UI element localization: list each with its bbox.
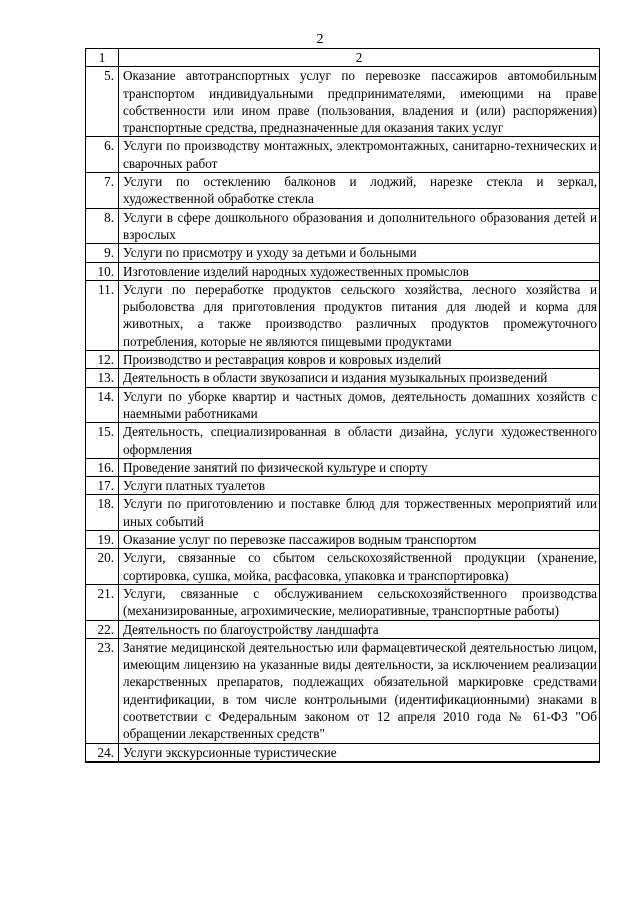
table-row xyxy=(86,531,600,549)
row-number: 16. xyxy=(86,458,119,476)
row-text: Услуги по приготовлению и поставке блюд для торжественных мероприятий или иных событий xyxy=(119,495,600,531)
table-row xyxy=(86,387,600,423)
row-number: 14. xyxy=(86,387,119,423)
row-text xyxy=(119,761,600,762)
table-row xyxy=(86,743,600,761)
row-number: 10. xyxy=(86,262,119,280)
table-row xyxy=(86,244,600,262)
header-col-1: 1 xyxy=(86,49,119,67)
row-number: 13. xyxy=(86,369,119,387)
row-number: 6. xyxy=(86,137,119,173)
page-number: 2 xyxy=(316,32,324,47)
row-number xyxy=(86,761,119,762)
row-text: Деятельность по благоустройству ландшафта xyxy=(119,620,600,638)
row-number: 7. xyxy=(86,173,119,209)
row-text: Занятие медицинской деятельностью или фармацевтической деятельностью лицом, имеющим лицензию на указанные виды деятельности, за исключением реализации лекарственных препаратов, подлежащих обязательной маркировке средствами идентификации, в том числе контрольными (идентификационными) знаками в соответствии с Федеральным законом от 12 апреля 2010 года № 61-ФЗ "Об обращении лекарственных средств" xyxy=(119,638,600,743)
table-row xyxy=(86,638,600,743)
row-text: Услуги, связанные со сбытом сельскохозяйственной продукции (хранение, сортировка, сушка, мойка, расфасовка, упаковка и транспортировка) xyxy=(119,549,600,585)
row-text: Услуги, связанные с обслуживанием сельскохозяйственного производства (механизированные, агрохимические, мелиоративные, транспортные работы) xyxy=(119,584,600,620)
row-text: Производство и реставрация ковров и ковровых изделий xyxy=(119,351,600,369)
row-number: 15. xyxy=(86,423,119,459)
row-text: Услуги по переработке продуктов сельского хозяйства, лесного хозяйства и рыболовства для приготовления продуктов питания для людей и корма для животных, а также производство различных продуктов промежуточного потребления, которые не являются пищевыми продуктами xyxy=(119,280,600,350)
header-col-2: 2 xyxy=(119,49,600,67)
table-row xyxy=(86,549,600,585)
table-row xyxy=(86,458,600,476)
row-text: Деятельность в области звукозаписи и издания музыкальных произведений xyxy=(119,369,600,387)
row-text: Услуги экскурсионные туристические xyxy=(119,743,600,761)
row-number: 20. xyxy=(86,549,119,585)
table-row xyxy=(86,477,600,495)
table-row xyxy=(86,369,600,387)
table-row xyxy=(86,173,600,209)
services-table xyxy=(85,48,600,763)
row-number: 9. xyxy=(86,244,119,262)
row-text: Проведение занятий по физической культуре и спорту xyxy=(119,458,600,476)
table-row xyxy=(86,495,600,531)
row-number: 11. xyxy=(86,280,119,350)
row-number: 17. xyxy=(86,477,119,495)
table-row xyxy=(86,423,600,459)
table-row xyxy=(86,262,600,280)
row-number: 19. xyxy=(86,531,119,549)
row-number: 5. xyxy=(86,67,119,137)
table-row xyxy=(86,67,600,137)
row-text: Оказание автотранспортных услуг по перевозке пассажиров автомобильным транспортом индивидуальными предпринимателями, имеющими на праве собственности или ином праве (пользования, владения и (или) распоряжения) транспортные средства, предназначенные для оказания таких услуг xyxy=(119,67,600,137)
row-number: 18. xyxy=(86,495,119,531)
table-row xyxy=(86,584,600,620)
table-header-row xyxy=(86,49,600,67)
table-row xyxy=(86,280,600,350)
row-number: 8. xyxy=(86,208,119,244)
row-text: Услуги по остеклению балконов и лоджий, нарезке стекла и зеркал, художественной обработке стекла xyxy=(119,173,600,209)
row-number: 22. xyxy=(86,620,119,638)
row-text: Деятельность, специализированная в области дизайна, услуги художественного оформления xyxy=(119,423,600,459)
table-row xyxy=(86,761,600,762)
row-number: 24. xyxy=(86,743,119,761)
row-number: 12. xyxy=(86,351,119,369)
row-number: 21. xyxy=(86,584,119,620)
row-text: Услуги по производству монтажных, электромонтажных, санитарно-технических и сварочных работ xyxy=(119,137,600,173)
row-text: Услуги по уборке квартир и частных домов, деятельность домашних хозяйств с наемными работниками xyxy=(119,387,600,423)
row-text: Услуги по присмотру и уходу за детьми и больными xyxy=(119,244,600,262)
table-row xyxy=(86,137,600,173)
row-number: 23. xyxy=(86,638,119,743)
table-row xyxy=(86,620,600,638)
table-row xyxy=(86,351,600,369)
row-text: Изготовление изделий народных художественных промыслов xyxy=(119,262,600,280)
row-text: Оказание услуг по перевозке пассажиров водным транспортом xyxy=(119,531,600,549)
table-row xyxy=(86,208,600,244)
row-text: Услуги в сфере дошкольного образования и дополнительного образования детей и взрослых xyxy=(119,208,600,244)
row-text: Услуги платных туалетов xyxy=(119,477,600,495)
